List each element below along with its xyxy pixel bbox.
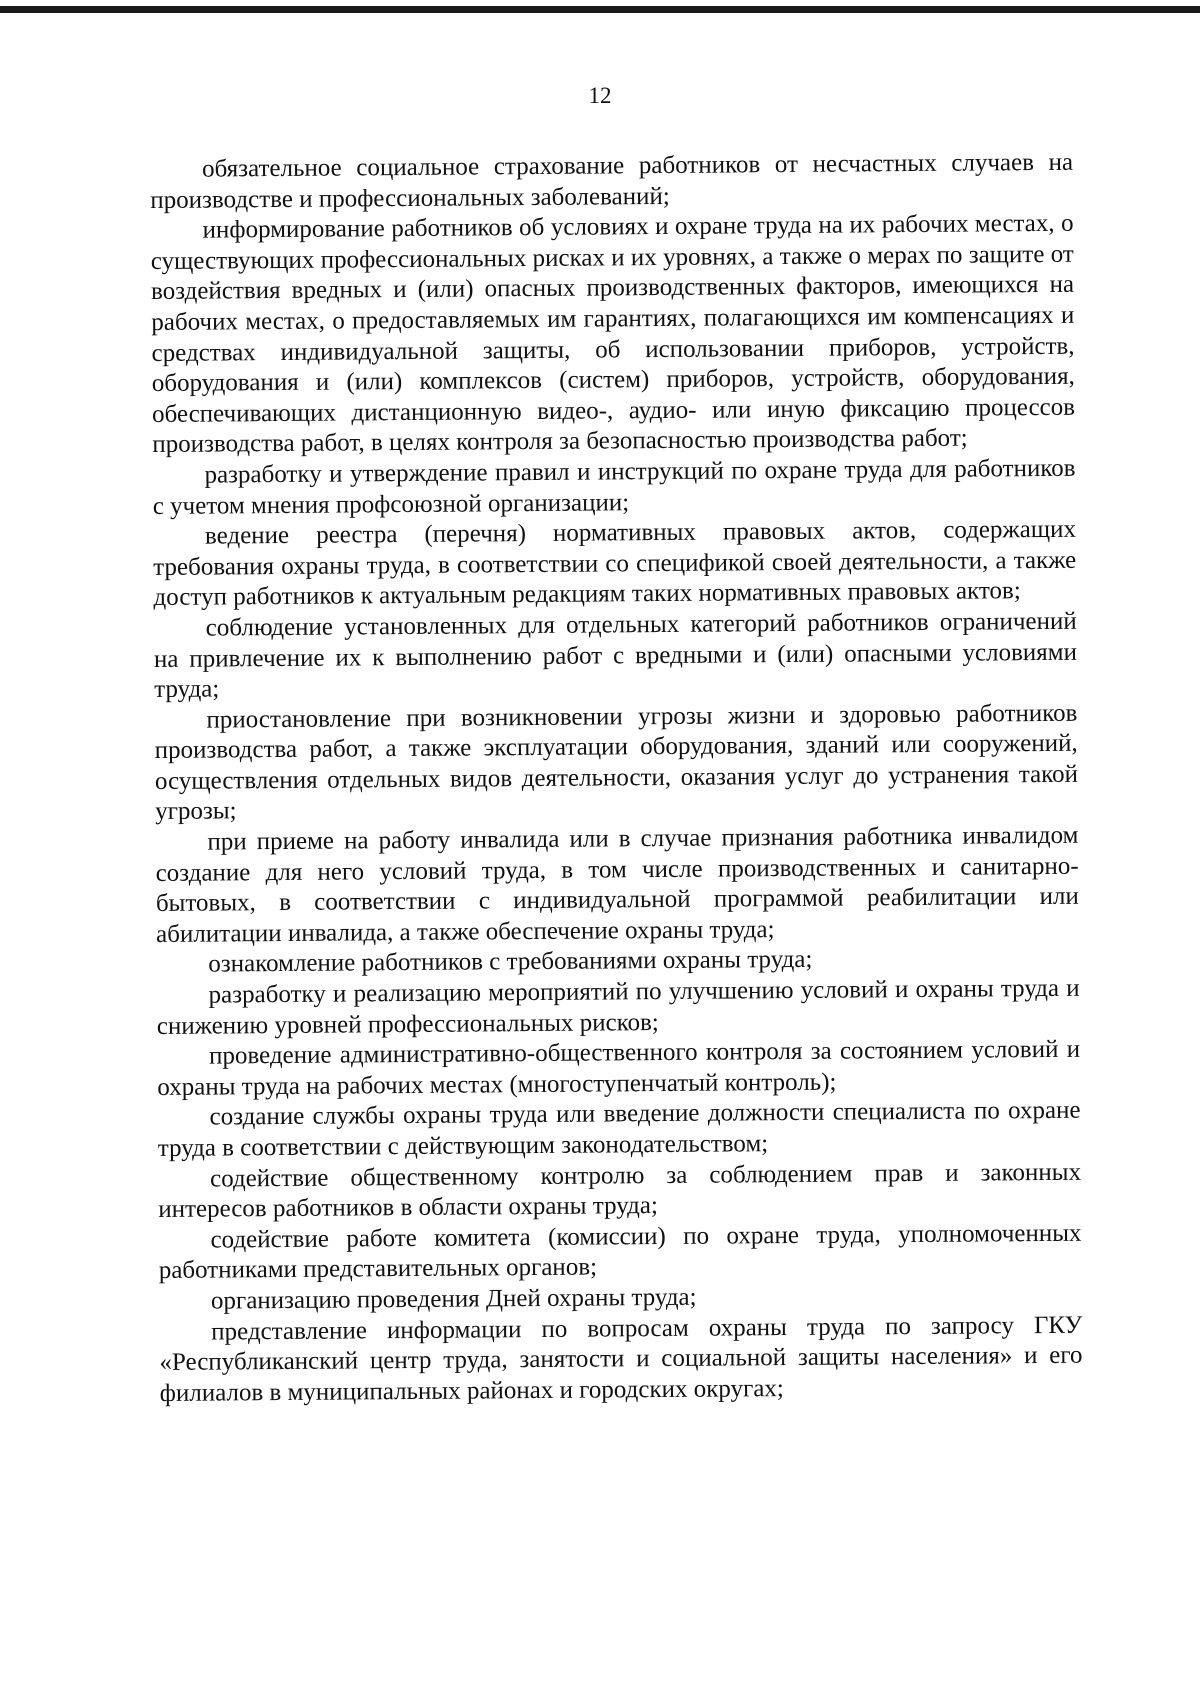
paragraph-social-insurance: обязательное социальное страхование работников от несчастных случаев на производстве и профессиональных заболеваний; [150, 148, 1074, 214]
paragraph-disabled-workers: при приеме на работу инвалида или в случае признания работника инвалидом создание для него условий труда, в том числе производственных и санитарно-бытовых, в соответствии с индивидуальной программой реабилитации или абилитации инвалида, а также обеспечение охраны труда; [155, 821, 1079, 948]
paragraph-safety-days: организацию проведения Дней охраны труда; [210, 1283, 697, 1315]
paragraph-suspension: приостановление при возникновении угрозы жизни и здоровью работников производства работ, а также эксплуатации оборудования, зданий или сооружений, осуществления отдельных видов деятельности, оказания услуг до устранения такой угрозы; [154, 699, 1078, 826]
paragraph-safety-service: создание службы охраны труда или введение должности специалиста по охране труда в соответствии с действующим законодательством; [157, 1097, 1081, 1162]
top-border-rule [0, 6, 1200, 13]
paragraph-control: проведение административно-общественного контроля за состоянием условий и охраны труда на рабочих местах (многоступенчатый контроль); [157, 1035, 1081, 1101]
document-body [150, 148, 1083, 1410]
paragraph-restrictions: соблюдение установленных для отдельных категорий работников ограничений на привлечение их к выполнению работ с вредными и (или) опасными условиями труда; [153, 607, 1078, 704]
paragraph-information-request: представление информации по вопросам охраны труда по запросу ГКУ «Республиканский центр труда, занятости и социальной защиты населения» и его филиалов в муниципальных районах и городских округах; [159, 1311, 1083, 1407]
paragraph-rules-instructions: разработку и утверждение правил и инструкций по охране труда для работников с учетом мнения профсоюзной организации; [152, 454, 1076, 520]
page-number: 12 [588, 83, 612, 108]
paragraph-committee: содействие работе комитета (комиссии) по охране труда, уполномоченных работниками представительных органов; [158, 1219, 1082, 1285]
paragraph-public-control: содействие общественному контролю за соблюдением прав и законных интересов работников в области охраны труда; [158, 1158, 1082, 1224]
paragraph-informing-workers: информирование работников об условиях и охране труда на их рабочих местах, о существующих профессиональных рисках и их уровнях, а также о мерах по защите от воздействия вредных и (или) опасных производственных факторов, имеющихся на рабочих местах, о предоставляемых им гарантиях, полагающихся им компенсациях и средствах индивидуальной защиты, об использовании приборов, устройств, оборудования и (или) комплексов (систем) приборов, устройств, оборудования, обеспечивающих дистанционную видео-, аудио- или иную фиксацию процессов производства работ, в целях контроля за безопасностью производства работ; [150, 209, 1076, 459]
paragraph-legal-acts-registry: ведение реестра (перечня) нормативных правовых актов, содержащих требования охраны труда, в соответствии со спецификой своей деятельности, а также доступ работников к актуальным редакциям таких нормативных правовых актов; [153, 515, 1077, 612]
paragraph-improvement-measures: разработку и реализацию мероприятий по улучшению условий и охраны труда и снижению уровней профессиональных рисков; [156, 974, 1080, 1040]
paragraph-familiarization: ознакомление работников с требованиями охраны труда; [208, 946, 813, 979]
